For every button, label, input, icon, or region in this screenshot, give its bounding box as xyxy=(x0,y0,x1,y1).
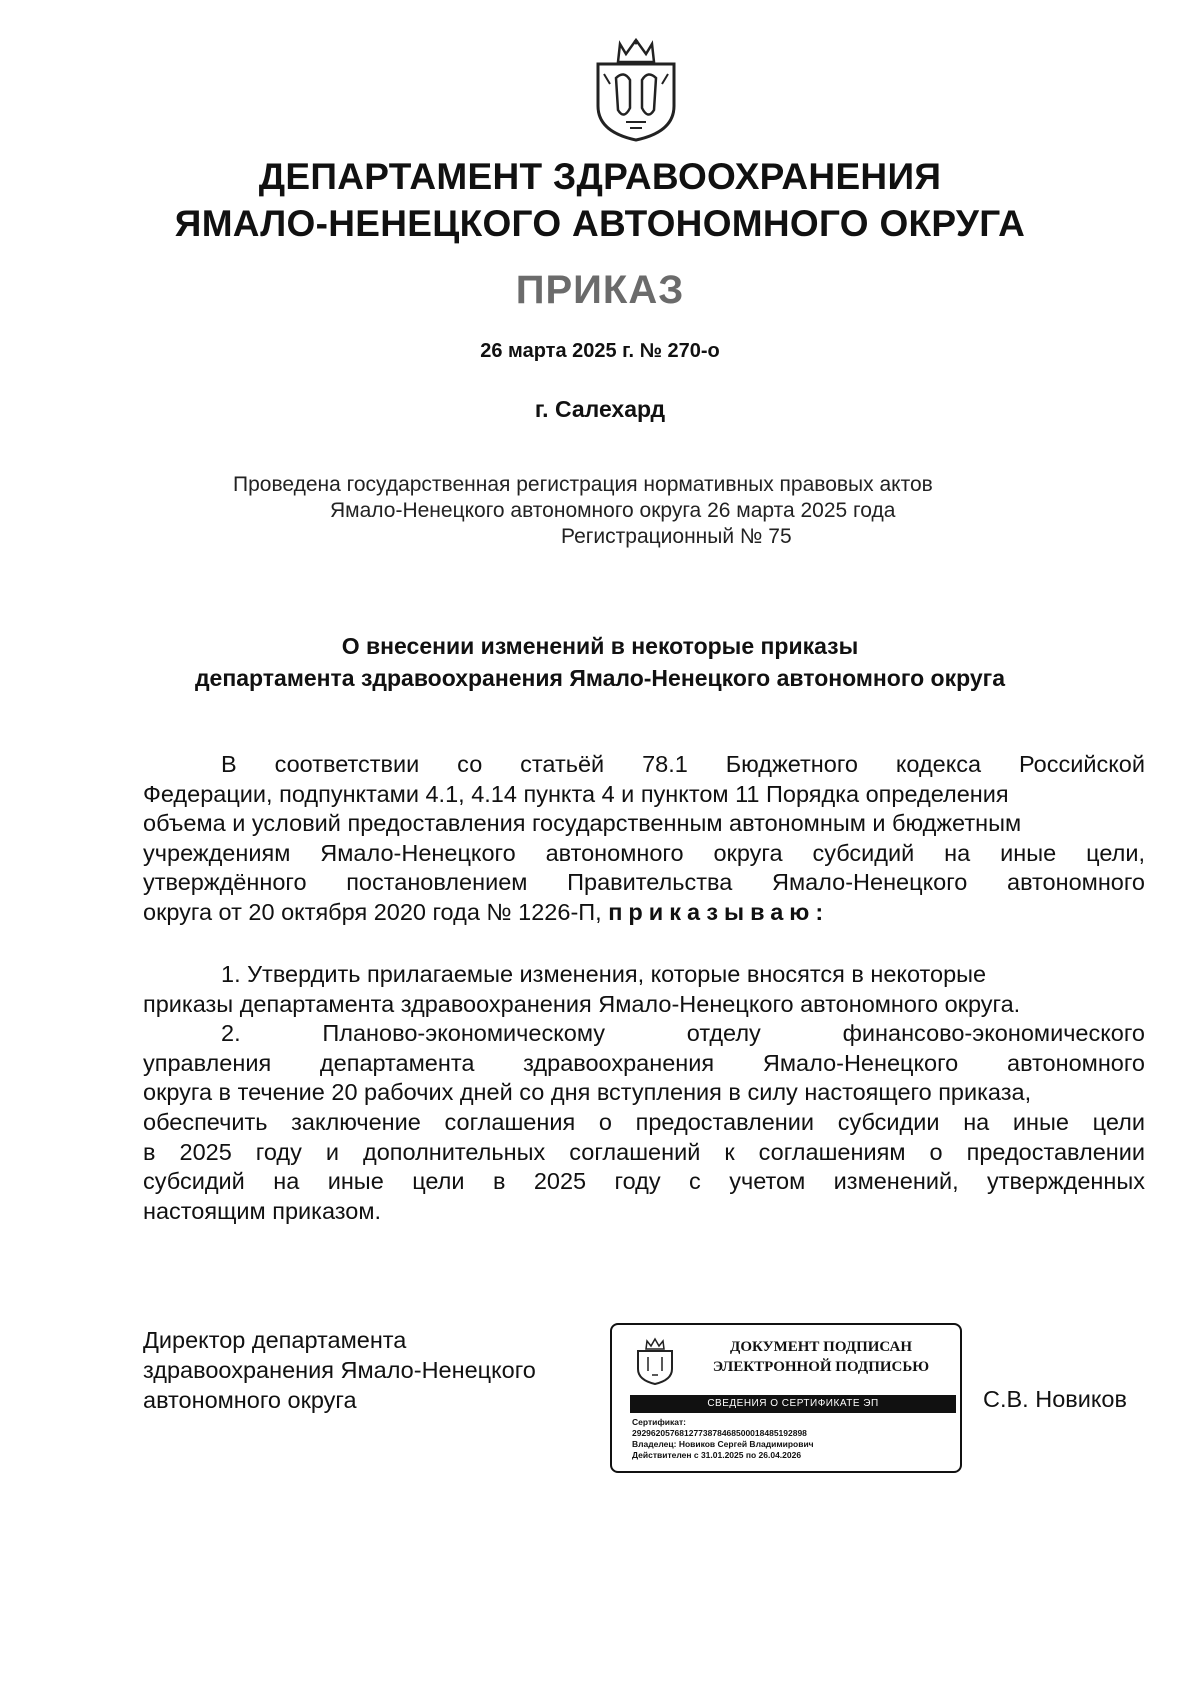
signer-position-line: Директор департамента xyxy=(143,1327,407,1353)
signer-position-line: здравоохранения Ямало-Ненецкого xyxy=(143,1357,536,1383)
coat-of-arms-icon xyxy=(634,1337,676,1385)
item2-last-line: настоящим приказом. xyxy=(143,1197,382,1224)
preamble-line: Федерации, подпунктами 4.1, 4.14 пункта 4 и пунктом 11 Порядка определения xyxy=(143,780,1009,807)
preamble-last-line xyxy=(143,898,1145,928)
item1-line: 1. Утвердить прилагаемые изменения, которые вносятся в некоторые xyxy=(221,961,987,987)
stamp-certificate-bar: СВЕДЕНИЯ О СЕРТИФИКАТЕ ЭП xyxy=(630,1395,956,1413)
registration-number: Регистрационный № 75 xyxy=(561,525,792,548)
department-title-line2: ЯМАЛО-НЕНЕЦКОГО АВТОНОМНОГО ОКРУГА xyxy=(174,203,1026,244)
registration-line: Ямало-Ненецкого автономного округа 26 марта 2025 года xyxy=(330,499,896,522)
order-suffix: : xyxy=(815,898,824,925)
subject-line2: департамента здравоохранения Ямало-Ненецкого автономного округа xyxy=(194,665,1006,691)
item2-line: округа в течение 20 рабочих дней со дня вступления в силу настоящего приказа, xyxy=(143,1079,1032,1106)
item2-line: 2. Планово-экономическому отделу финансово-экономического xyxy=(221,1020,1145,1047)
items-section xyxy=(143,960,1145,1226)
date-number: 26 марта 2025 г. № 270-о xyxy=(480,340,720,362)
item2-line: в 2025 году и дополнительных соглашений к соглашениям о предоставлении xyxy=(143,1138,1145,1165)
stamp-cert-label: Сертификат: xyxy=(632,1417,686,1427)
signer-position xyxy=(143,1325,536,1415)
stamp-validity: Действителен с 31.01.2025 по 26.04.2026 xyxy=(632,1450,802,1460)
coat-of-arms-icon xyxy=(590,34,682,144)
preamble-line: В соответствии со статьёй 78.1 Бюджетного кодекса Российской xyxy=(221,751,1145,777)
stamp-title-line2: ЭЛЕКТРОННОЙ ПОДПИСЬЮ xyxy=(712,1359,930,1375)
preamble-last-text: округа от 20 октября 2020 года № 1226-П, xyxy=(143,898,602,925)
city: г. Салехард xyxy=(534,396,666,422)
signer-position-line: автономного округа xyxy=(143,1387,357,1413)
item1-line: приказы департамента здравоохранения Ямало-Ненецкого автономного округа. xyxy=(143,990,1021,1017)
department-title-line1: ДЕПАРТАМЕНТ ЗДРАВООХРАНЕНИЯ xyxy=(258,156,942,197)
preamble-line: утверждённого постановлением Правительства Ямало-Ненецкого автономного xyxy=(143,869,1145,896)
stamp-title-line1: ДОКУМЕНТ ПОДПИСАН xyxy=(730,1339,912,1355)
registration-line: Проведена государственная регистрация нормативных правовых актов xyxy=(233,473,933,496)
stamp-cert-number: 2929620576812773878468500018485192898 xyxy=(632,1428,807,1438)
stamp-owner: Владелец: Новиков Сергей Владимирович xyxy=(632,1439,814,1449)
signer-name: С.В. Новиков xyxy=(983,1386,1127,1412)
item2-line: субсидий на иные цели в 2025 году с учетом изменений, утвержденных xyxy=(143,1168,1145,1195)
document-type: ПРИКАЗ xyxy=(515,268,685,312)
item2-line: управления департамента здравоохранения Ямало-Ненецкого автономного xyxy=(143,1049,1145,1076)
e-signature-stamp xyxy=(610,1323,962,1473)
item2-line: обеспечить заключение соглашения о предоставлении субсидии на иные цели xyxy=(143,1108,1145,1135)
subject-line1: О внесении изменений в некоторые приказы xyxy=(341,633,859,659)
preamble-line: объема и условий предоставления государственным автономным и бюджетным xyxy=(143,810,1022,837)
order-word: приказываю xyxy=(608,898,816,925)
preamble-line: учреждениям Ямало-Ненецкого автономного округа субсидий на иные цели, xyxy=(143,839,1145,866)
preamble-paragraph xyxy=(143,750,1145,928)
